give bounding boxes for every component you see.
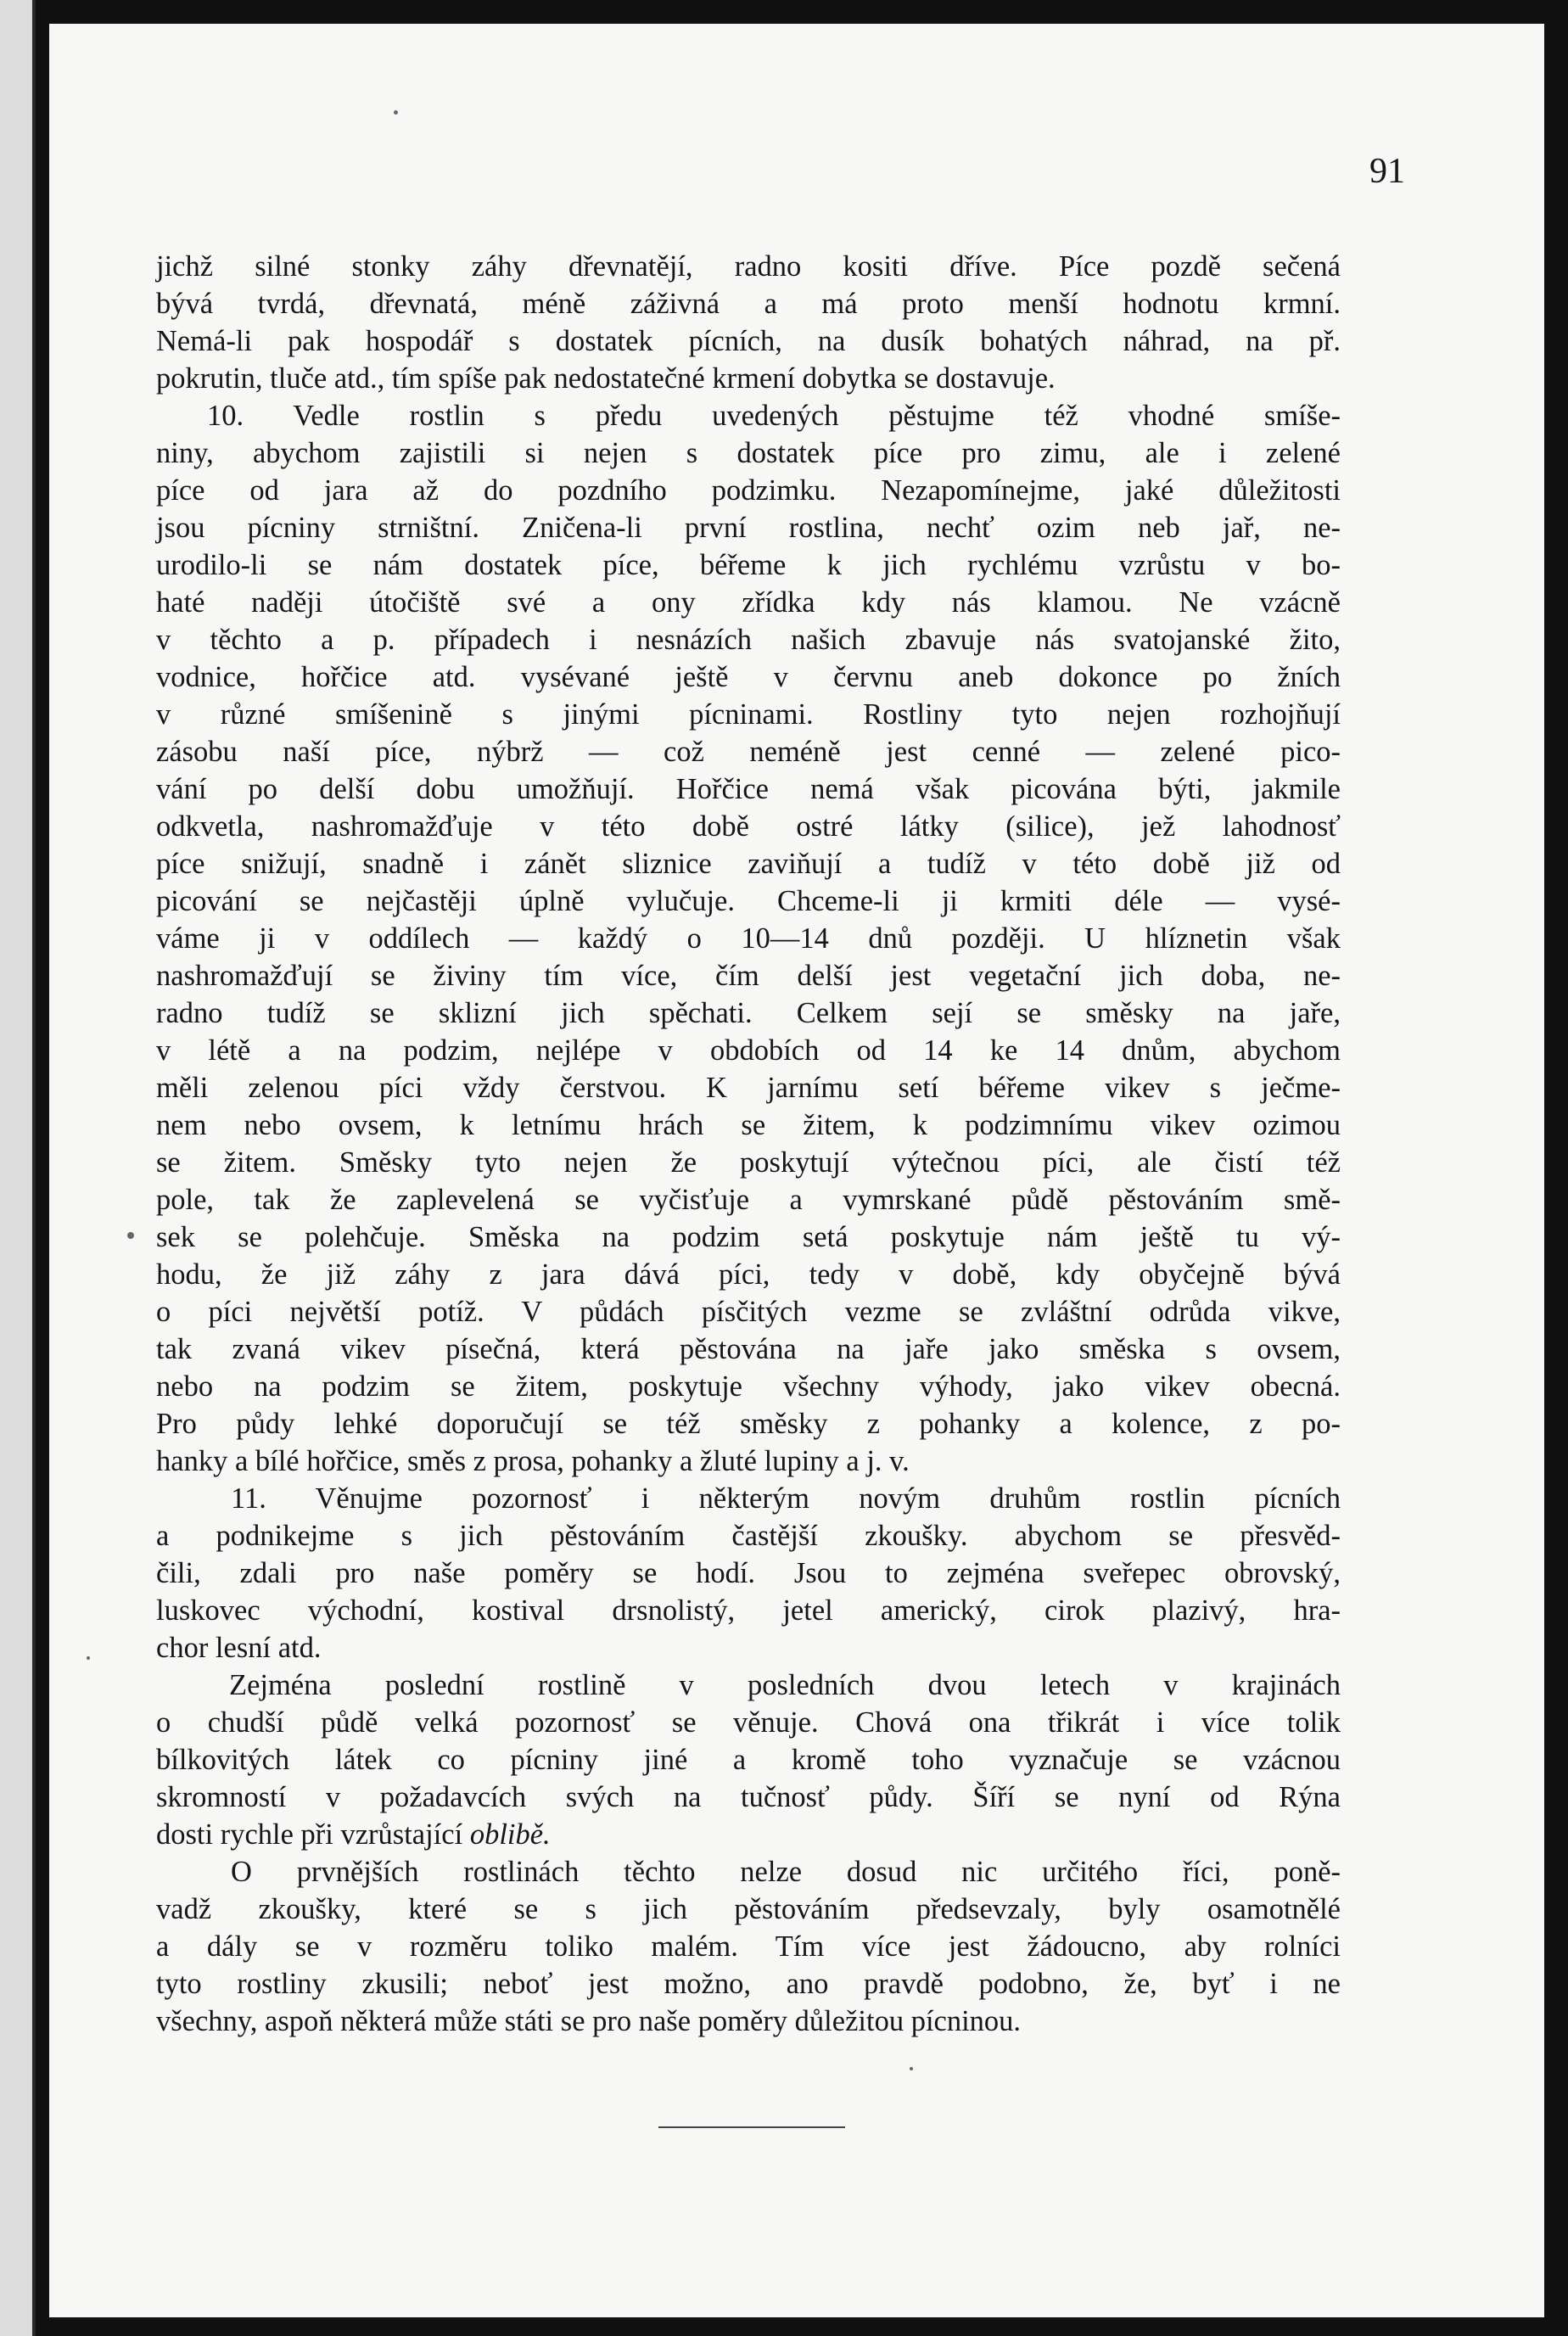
text-line: píce od jara až do pozdního podzimku. Nezapomínejme, jaké důležitosti: [156, 474, 1341, 507]
text-line: 11. Věnujme pozornosť i některým novým druhům rostlin pícních: [231, 1482, 1341, 1515]
text-line: o chudší půdě velká pozornosť se věnuje. Chová ona třikrát i více tolik: [156, 1706, 1341, 1739]
book-page: [49, 24, 1544, 2317]
text-line: vodnice, hořčice atd. vysévané ještě v červnu aneb dokonce po žních: [156, 661, 1341, 693]
text-line: chor lesní atd.: [156, 1632, 322, 1664]
text-line: všechny, aspoň některá může státi se pro naše poměry důležitou pícninou.: [156, 2005, 1022, 2037]
text-line: se žitem. Směsky tyto nejen že poskytují výtečnou píci, ale čistí též: [156, 1146, 1341, 1179]
text-line: tak zvaná vikev písečná, která pěstována na jaře jako směska s ovsem,: [156, 1333, 1341, 1365]
text-line: picování se nejčastěji úplně vylučuje. Chceme-li ji krmiti déle — vysé-: [156, 885, 1341, 917]
end-rule: [658, 2126, 845, 2128]
text-line: luskovec východní, kostival drsnolistý, jetel americký, cirok plazivý, hra-: [156, 1594, 1341, 1627]
text-line: niny, abychom zajistili si nejen s dostatek píce pro zimu, ale i zelené: [156, 437, 1341, 469]
text-line: 10. Vedle rostlin s předu uvedených pěstujme též vhodné smíše-: [207, 400, 1341, 432]
body-text: [156, 248, 1341, 2040]
text-line: Pro půdy lehké doporučují se též směsky z pohanky a kolence, z po-: [156, 1408, 1341, 1440]
text-line: měli zelenou píci vždy čerstvou. K jarnímu setí béřeme vikev s ječme-: [156, 1072, 1341, 1104]
adjacent-page-edge: [0, 0, 36, 2336]
ink-speck: [910, 2067, 913, 2070]
text-line: urodilo-li se nám dostatek píce, béřeme k jich rychlému vzrůstu v bo-: [156, 549, 1341, 581]
text-line: pole, tak že zaplevelená se vyčisťuje a vymrskané půdě pěstováním smě-: [156, 1184, 1341, 1216]
text-line: odkvetla, nashromažďuje v této době ostré látky (silice), jež lahodnosť: [156, 810, 1341, 843]
text-line: vání po delší dobu umožňují. Hořčice nemá však picována býti, jakmile: [156, 773, 1341, 805]
text-line: tyto rostliny zkusili; neboť jest možno, ano pravdě podobno, že, byť i ne: [156, 1968, 1341, 2000]
text-line: sek se polehčuje. Směska na podzim setá poskytuje nám ještě tu vý-: [156, 1221, 1341, 1253]
text-line: v létě a na podzim, nejlépe v obdobích od 14 ke 14 dnům, abychom: [156, 1034, 1341, 1067]
text-line: nebo na podzim se žitem, poskytuje všechny výhody, jako vikev obecná.: [156, 1370, 1341, 1403]
text-line: váme ji v oddílech — každý o 10—14 dnů později. U hlíznetin však: [156, 922, 1341, 955]
text-line: a dály se v rozměru toliko malém. Tím více jest žádoucno, aby rolníci: [156, 1930, 1341, 1963]
text-line: jsou pícniny strništní. Zničena-li první rostlina, nechť ozim neb jař, ne-: [156, 512, 1341, 544]
text-line: bývá tvrdá, dřevnatá, méně záživná a má proto menší hodnotu krmní.: [156, 288, 1341, 320]
text-segment: dosti rychle při vzrůstající: [156, 1818, 470, 1851]
text-line: v různé smíšenině s jinými pícninami. Rostliny tyto nejen rozhojňují: [156, 698, 1341, 731]
text-line: hodu, že již záhy z jara dává píci, tedy v době, kdy obyčejně bývá: [156, 1258, 1341, 1291]
text-line: pokrutin, tluče atd., tím spíše pak nedostatečné krmení dobytka se dostavuje.: [156, 362, 1056, 395]
ink-speck: [394, 110, 398, 115]
page-number: 91: [1369, 152, 1405, 191]
text-line: Nemá-li pak hospodář s dostatek pícních, na dusík bohatých náhrad, na př.: [156, 325, 1341, 357]
text-line: radno tudíž se sklizní jich spěchati. Celkem sejí se směsky na jaře,: [156, 997, 1341, 1029]
text-line: vadž zkoušky, které se s jich pěstováním předsevzaly, byly osamotnělé: [156, 1893, 1341, 1925]
text-line: nem nebo ovsem, k letnímu hrách se žitem, k podzimnímu vikev ozimou: [156, 1109, 1341, 1141]
ink-speck: [87, 1656, 90, 1660]
text-line: čili, zdali pro naše poměry se hodí. Jsou to zejména sveřepec obrovský,: [156, 1557, 1341, 1589]
text-line: zásobu naší píce, nýbrž — což neméně jest cenné — zelené pico-: [156, 736, 1341, 768]
text-line: hanky a bílé hořčice, směs z prosa, pohanky a žluté lupiny a j. v.: [156, 1445, 910, 1477]
text-line: jichž silné stonky záhy dřevnatějí, radno kositi dříve. Píce pozdě sečená: [156, 250, 1341, 283]
ink-speck: [127, 1232, 134, 1239]
text-line: [156, 1816, 1341, 1853]
text-line: O prvnějších rostlinách těchto nelze dosud nic určitého říci, poně-: [231, 1856, 1341, 1888]
text-line: haté naději útočiště své a ony zřídka kdy nás klamou. Ne vzácně: [156, 586, 1341, 619]
text-line: nashromažďují se živiny tím více, čím delší jest vegetační jich doba, ne-: [156, 960, 1341, 992]
text-line: Zejména poslední rostlině v posledních dvou letech v krajinách: [229, 1669, 1341, 1701]
text-line: v těchto a p. případech i nesnázích našich zbavuje nás svatojanské žito,: [156, 624, 1341, 656]
text-line: skromností v požadavcích svých na tučnosť půdy. Šíří se nyní od Rýna: [156, 1781, 1341, 1813]
italic-text-segment: oblibě.: [469, 1818, 551, 1851]
text-line: píce snižují, snadně i zánět sliznice zaviňují a tudíž v této době již od: [156, 848, 1341, 880]
text-line: a podnikejme s jich pěstováním častější zkoušky. abychom se přesvěd-: [156, 1520, 1341, 1552]
text-line: bílkovitých látek co pícniny jiné a kromě toho vyznačuje se vzácnou: [156, 1744, 1341, 1776]
text-line: o píci největší potíž. V půdách písčitých vezme se zvláštní odrůda vikve,: [156, 1296, 1341, 1328]
